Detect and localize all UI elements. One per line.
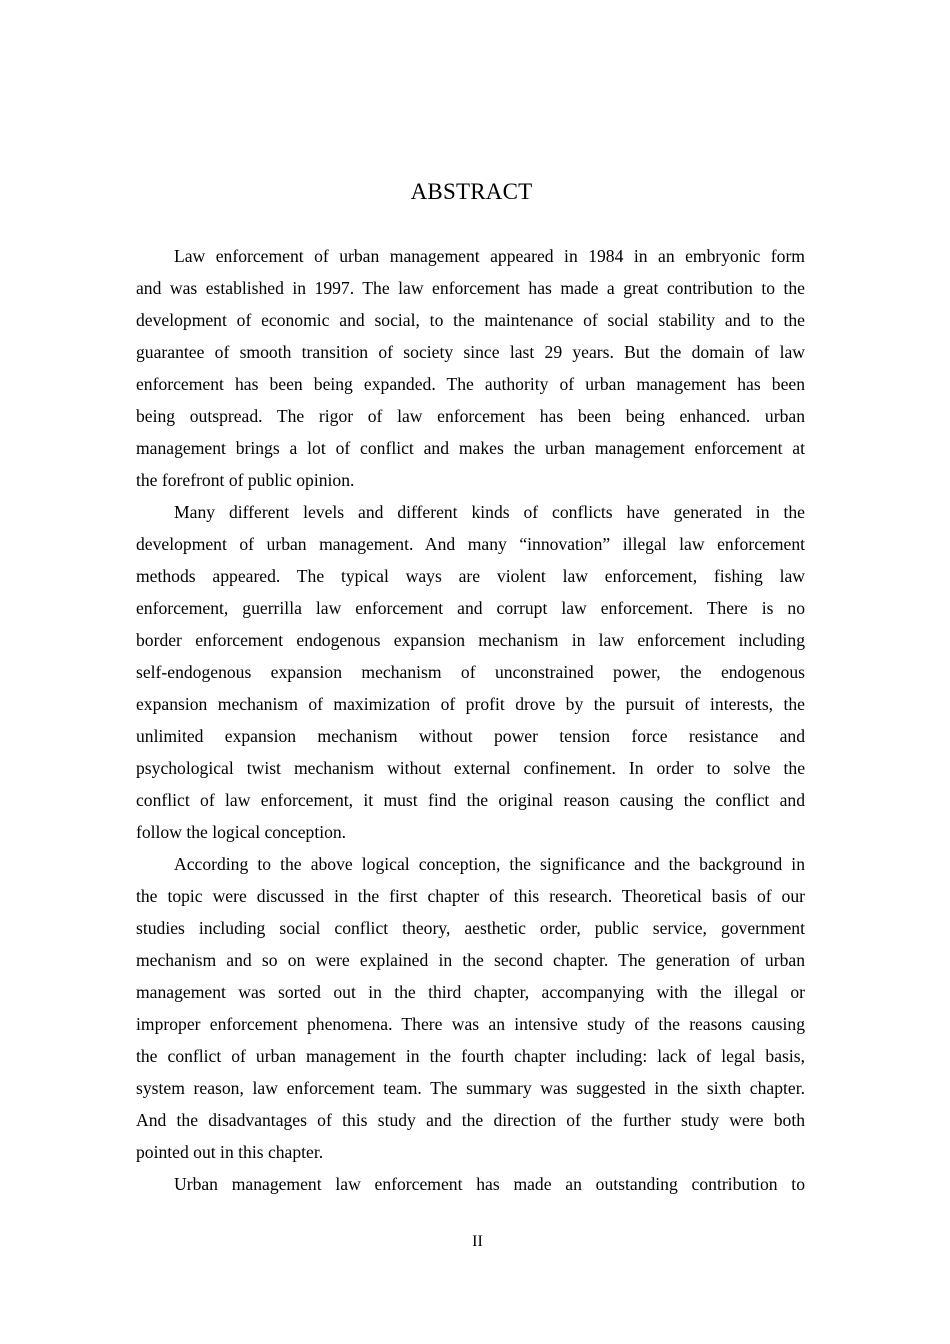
text-line: enforcement, guerrilla law enforcement and corrupt law enforcement. There is no <box>136 598 805 618</box>
text-line: studies including social conflict theory, aesthetic order, public service, government <box>136 918 805 938</box>
text-line: Law enforcement of urban management appeared in 1984 in an embryonic form <box>174 246 805 266</box>
text-line: the forefront of public opinion. <box>136 470 355 490</box>
text-line: being outspread. The rigor of law enforcement has been being enhanced. urban <box>136 406 805 426</box>
abstract-heading: ABSTRACT <box>410 179 533 204</box>
text-line: guarantee of smooth transition of society since last 29 years. But the domain of law <box>136 342 805 362</box>
text-line: mechanism and so on were explained in the second chapter. The generation of urban <box>136 950 805 970</box>
abstract-body <box>136 240 805 1200</box>
text-line: management was sorted out in the third chapter, accompanying with the illegal or <box>136 982 805 1002</box>
text-line: And the disadvantages of this study and the direction of the further study were both <box>136 1110 805 1130</box>
paragraph-3 <box>136 848 805 1168</box>
text-line: expansion mechanism of maximization of profit drove by the pursuit of interests, the <box>136 694 805 714</box>
text-line: and was established in 1997. The law enforcement has made a great contribution to the <box>136 278 805 298</box>
text-line: improper enforcement phenomena. There was an intensive study of the reasons causing <box>136 1014 805 1034</box>
text-line: follow the logical conception. <box>136 822 347 842</box>
text-line: system reason, law enforcement team. The summary was suggested in the sixth chapter. <box>136 1078 805 1098</box>
paragraph-2 <box>136 496 805 848</box>
paragraph-1 <box>136 240 805 496</box>
text-line: the conflict of urban management in the fourth chapter including: lack of legal basis, <box>136 1046 805 1066</box>
text-line: border enforcement endogenous expansion mechanism in law enforcement including <box>136 630 805 650</box>
text-line: enforcement has been being expanded. The authority of urban management has been <box>136 374 805 394</box>
text-line: development of economic and social, to the maintenance of social stability and to the <box>136 310 805 330</box>
text-line: methods appeared. The typical ways are violent law enforcement, fishing law <box>136 566 805 586</box>
text-line: pointed out in this chapter. <box>136 1142 324 1162</box>
text-line: the topic were discussed in the first chapter of this research. Theoretical basis of our <box>136 886 805 906</box>
text-line: self-endogenous expansion mechanism of unconstrained power, the endogenous <box>136 662 805 682</box>
text-line: psychological twist mechanism without external confinement. In order to solve the <box>136 758 805 778</box>
text-line: Urban management law enforcement has made an outstanding contribution to <box>174 1174 805 1194</box>
paragraph-4 <box>136 1168 805 1200</box>
text-line: development of urban management. And many “innovation” illegal law enforcement <box>136 534 805 554</box>
page-number: II <box>472 1233 483 1250</box>
text-line: Many different levels and different kinds of conflicts have generated in the <box>174 502 805 522</box>
text-line: According to the above logical conception, the significance and the background in <box>174 854 805 874</box>
text-line: conflict of law enforcement, it must find the original reason causing the conflict and <box>136 790 805 810</box>
text-line: management brings a lot of conflict and makes the urban management enforcement at <box>136 438 805 458</box>
text-line: unlimited expansion mechanism without power tension force resistance and <box>136 726 805 746</box>
